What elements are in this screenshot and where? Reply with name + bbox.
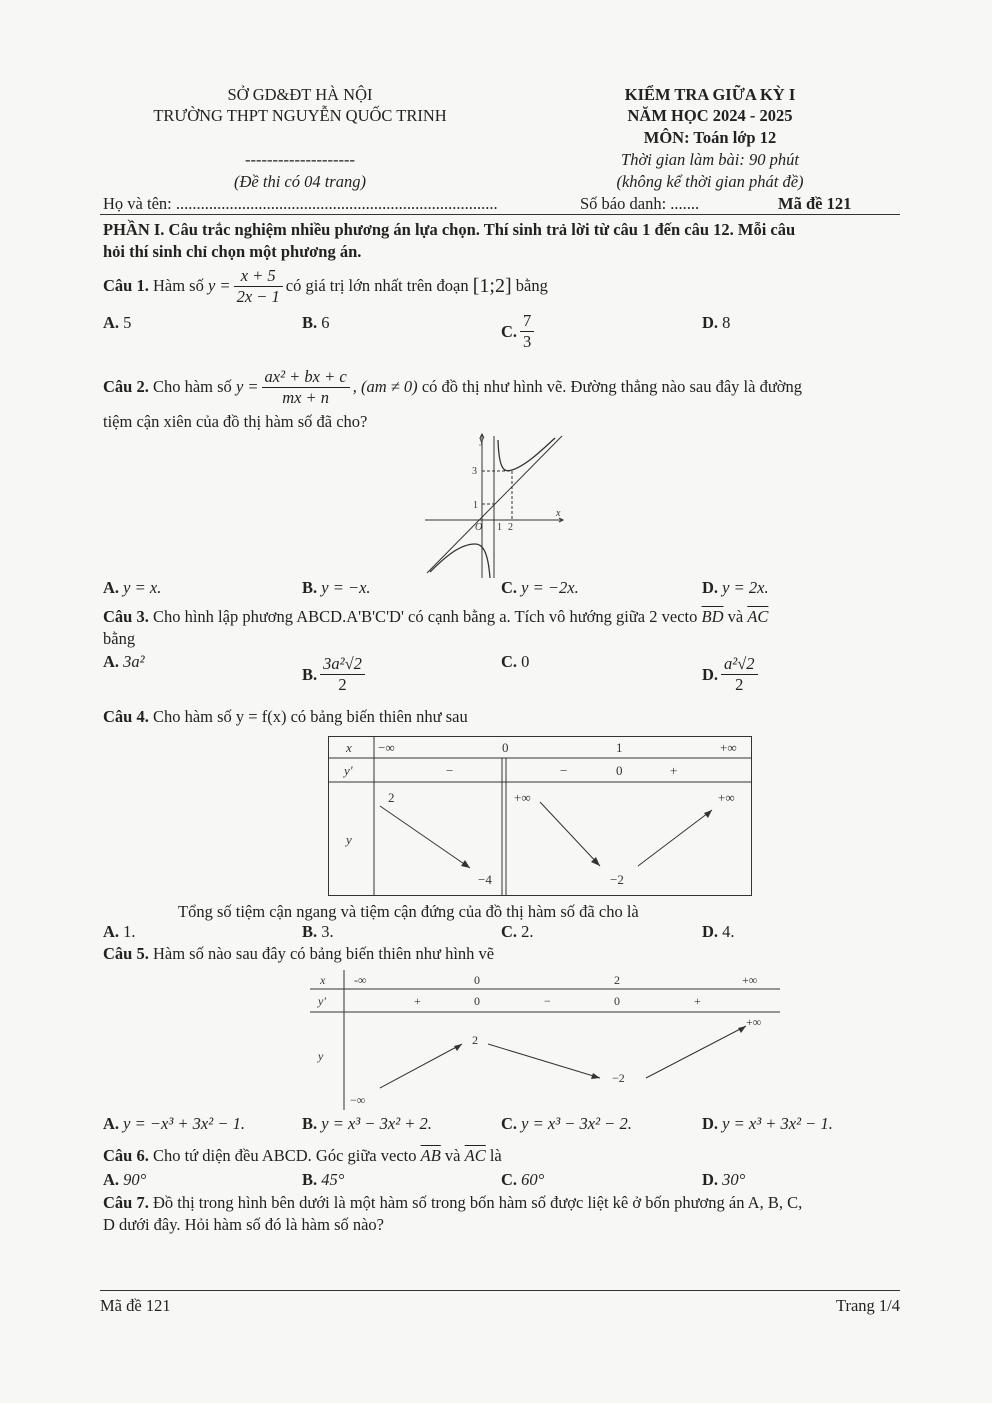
exam-time-note: (không kể thời gian phát đề) — [616, 172, 804, 191]
q2-graph — [425, 432, 575, 578]
q6-vector-ac: $\overline{AC}$ — [464, 1146, 486, 1165]
tbl5-yprime-label: y' — [318, 994, 326, 1008]
tbl-sign-plus: + — [670, 763, 678, 778]
q6-option-b[interactable] — [302, 1170, 344, 1190]
q2-d-letter: D. — [702, 578, 719, 597]
q3-option-d[interactable] — [702, 654, 761, 695]
part1-line2: hỏi thí sinh chỉ chọn một phương án. — [103, 242, 362, 261]
q5-a-text: y = −x³ + 3x² − 1. — [123, 1114, 245, 1133]
exam-code: Mã đề 121 — [778, 194, 852, 213]
tbl5-pos-inf: +∞ — [742, 973, 758, 987]
q5-c-text: y = x³ − 3x² − 2. — [521, 1114, 632, 1133]
q4-d-text: 4. — [722, 922, 735, 941]
tbl5-arrowhead-2 — [591, 1073, 600, 1079]
tbl5-arrow-up-1 — [380, 1044, 462, 1088]
graph-y-label: y — [479, 435, 484, 446]
q3-d-num: a²√2 — [721, 654, 758, 675]
graph-tick-y3: 3 — [472, 466, 477, 477]
q2-denominator: mx + n — [282, 387, 330, 407]
tbl-sign-minus-1: − — [446, 763, 454, 778]
tbl-deriv-zero: 0 — [616, 763, 623, 778]
tbl5-arrowhead-3 — [738, 1026, 746, 1033]
school-name: TRƯỜNG THPT NGUYỄN QUỐC TRINH — [153, 106, 447, 125]
tbl-one: 1 — [616, 740, 623, 755]
q5-label: Câu 5. — [103, 944, 149, 963]
q4-c-letter: C. — [501, 922, 518, 941]
question-7 — [103, 1193, 802, 1213]
arrowhead-3 — [704, 810, 712, 818]
q6-c-letter: C. — [501, 1170, 518, 1189]
question-4 — [103, 707, 468, 727]
q3-vector-bd: $\overline{BD}$ — [701, 607, 724, 626]
q3-b-fraction — [320, 654, 365, 695]
q3-a-letter: A. — [103, 652, 120, 671]
right-branch — [498, 438, 555, 471]
q2-option-b[interactable] — [302, 578, 371, 598]
tbl5-x-label: x — [320, 973, 326, 987]
tbl-x-label: x — [346, 740, 352, 755]
q4-variation-table — [328, 736, 752, 896]
tbl5-arrowhead-1 — [454, 1044, 462, 1051]
q5-b-letter: B. — [302, 1114, 318, 1133]
q4-question: Tổng số tiệm cận ngang và tiệm cận đứng của đồ thị hàm số đã cho là — [178, 902, 639, 921]
q1-c-num: 7 — [520, 311, 534, 332]
pages-note: (Đề thi có 04 trang) — [234, 172, 366, 191]
q6-a-letter: A. — [103, 1170, 120, 1189]
q1-c-letter: C. — [501, 321, 518, 341]
q1-numerator: x + 5 — [234, 266, 283, 287]
q4-label: Câu 4. — [103, 707, 149, 726]
q2-label: Câu 2. — [103, 377, 149, 396]
tbl-y-label: y — [346, 832, 352, 847]
tbl-val-2: 2 — [388, 790, 395, 805]
q1-end: bằng — [515, 276, 548, 295]
q3-va: và — [727, 607, 744, 626]
q3-option-a[interactable] — [103, 652, 145, 672]
q3-d-fraction — [721, 654, 758, 695]
q6-c-text: 60° — [521, 1170, 545, 1189]
q6-label: Câu 6. — [103, 1146, 149, 1165]
q1-interval: [1;2] — [472, 274, 512, 297]
q3-vector-ac: $\overline{AC}$ — [747, 607, 769, 626]
sbd-field-label: Số báo danh: ....... — [580, 194, 700, 213]
tbl-neg-inf: −∞ — [378, 740, 395, 755]
header-divider — [100, 214, 900, 215]
q3-b-num: 3a²√2 — [320, 654, 365, 675]
q3-d-den: 2 — [735, 675, 744, 694]
q6-d-letter: D. — [702, 1170, 719, 1189]
q5-variation-table — [310, 970, 780, 1110]
tbl-yprime-label: y' — [344, 763, 353, 778]
q5-option-d[interactable] — [702, 1114, 833, 1134]
q6-b-text: 45° — [321, 1170, 345, 1189]
q6-va: và — [444, 1146, 461, 1165]
q2-y: y = — [235, 377, 259, 396]
question-1 — [103, 263, 548, 309]
q4-b-letter: B. — [302, 922, 318, 941]
q2-a-text: y = x. — [123, 578, 162, 597]
q6-vector-ab: $\overline{AB}$ — [420, 1146, 441, 1165]
arrowhead-1 — [461, 860, 470, 868]
tbl5-deriv-zero-1: 0 — [474, 994, 480, 1008]
q4-b-text: 3. — [321, 922, 334, 941]
q7-line1: Đồ thị trong hình bên dưới là một hàm số trong bốn hàm số được liệt kê ở bốn phương án A, B, C, — [152, 1193, 803, 1212]
q2-c-letter: C. — [501, 578, 518, 597]
q6-a-text: 90° — [123, 1170, 147, 1189]
tbl-sign-minus-2: − — [560, 763, 568, 778]
q3-option-b[interactable] — [302, 654, 368, 695]
q1-d-text: 8 — [722, 313, 731, 332]
q4-option-d[interactable] — [702, 922, 735, 942]
tbl5-deriv-zero-2: 0 — [614, 994, 620, 1008]
exam-title: KIỂM TRA GIỮA KỲ I — [624, 85, 796, 104]
q6-option-c[interactable] — [501, 1170, 544, 1190]
q6-text: Cho tứ diện đều ABCD. Góc giữa vecto — [152, 1146, 417, 1165]
q2-a-letter: A. — [103, 578, 120, 597]
arrow-down-2 — [540, 802, 600, 866]
school-year: NĂM HỌC 2024 - 2025 — [627, 106, 793, 125]
tbl5-zero: 0 — [474, 973, 480, 987]
footer-page-number: Trang 1/4 — [835, 1296, 900, 1315]
q3-a-text: 3a² — [123, 652, 145, 671]
graph-tick-x2: 2 — [508, 522, 513, 533]
q2-post: có đồ thị như hình vẽ. Đường thẳng nào sau đây là đường — [421, 377, 802, 396]
graph-tick-y1: 1 — [473, 500, 478, 511]
tbl5-val-pinf: +∞ — [746, 1015, 762, 1029]
tbl-val-minus4: −4 — [478, 872, 492, 887]
q3-option-c[interactable] — [501, 652, 529, 672]
q1-c-fraction — [520, 311, 534, 352]
question-2 — [103, 364, 802, 410]
q5-text: Hàm số nào sau đây có bảng biến thiên như hình vẽ — [152, 944, 495, 963]
q3-c-letter: C. — [501, 652, 518, 671]
q1-option-d[interactable] — [702, 313, 730, 333]
arrow-down-1 — [380, 806, 470, 868]
q4-a-text: 1. — [123, 922, 136, 941]
q6-option-d[interactable] — [702, 1170, 745, 1190]
tbl-val-pinf-1: +∞ — [514, 790, 531, 805]
name-field-label: Họ và tên: .............................................................................. — [103, 194, 498, 213]
q6-end: là — [489, 1146, 502, 1165]
q4-d-letter: D. — [702, 922, 719, 941]
subject: MÔN: Toán lớp 12 — [643, 128, 777, 147]
q4-c-text: 2. — [521, 922, 534, 941]
q1-a-text: 5 — [123, 313, 132, 332]
question-3 — [103, 607, 768, 627]
q1-b-letter: B. — [302, 313, 318, 332]
q4-option-c[interactable] — [501, 922, 534, 942]
q2-d-text: y = 2x. — [722, 578, 769, 597]
q3-b-den: 2 — [338, 675, 347, 694]
q5-option-a[interactable] — [103, 1114, 245, 1134]
graph-x-label: x — [556, 508, 561, 519]
table-border — [329, 737, 752, 896]
q2-line2: tiệm cận xiên của đồ thị hàm số đã cho? — [103, 412, 368, 431]
q1-d-letter: D. — [702, 313, 719, 332]
dept-name: SỞ GD&ĐT HÀ NỘI — [227, 85, 373, 104]
q2-b-letter: B. — [302, 578, 318, 597]
q3-b-letter: B. — [302, 664, 318, 684]
q3-line2: bằng — [103, 629, 136, 648]
q5-b-text: y = x³ − 3x² + 2. — [321, 1114, 432, 1133]
tbl5-y-label: y — [318, 1049, 324, 1063]
q1-option-a[interactable] — [103, 313, 131, 333]
q2-condition: , (am ≠ 0) — [352, 377, 418, 396]
tbl5-sign-plus-2: + — [694, 994, 701, 1008]
q4-option-b[interactable] — [302, 922, 334, 942]
q4-text: Cho hàm số y = f(x) có bảng biến thiên như sau — [152, 707, 468, 726]
q3-label: Câu 3. — [103, 607, 149, 626]
q2-numerator: ax² + bx + c — [262, 367, 350, 388]
q6-option-a[interactable] — [103, 1170, 146, 1190]
q5-c-letter: C. — [501, 1114, 518, 1133]
q2-pre: Cho hàm số — [152, 377, 232, 396]
q1-option-b[interactable] — [302, 313, 330, 333]
q5-option-c[interactable] — [501, 1114, 632, 1134]
q7-label: Câu 7. — [103, 1193, 149, 1212]
graph-tick-x1: 1 — [497, 522, 502, 533]
q1-fraction — [234, 266, 283, 307]
q4-option-a[interactable] — [103, 922, 136, 942]
header-dashes: -------------------- — [245, 150, 355, 169]
tbl5-neg-inf: -∞ — [354, 973, 367, 987]
tbl-val-pinf-2: +∞ — [718, 790, 735, 805]
q3-text: Cho hình lập phương ABCD.A'B'C'D' có cạnh bằng a. Tích vô hướng giữa 2 vecto — [152, 607, 698, 626]
q1-post: có giá trị lớn nhất trên đoạn — [285, 276, 469, 295]
tbl5-sign-plus-1: + — [414, 994, 421, 1008]
tbl5-two: 2 — [614, 973, 620, 987]
q2-b-text: y = −x. — [321, 578, 371, 597]
question-5 — [103, 944, 494, 964]
tbl5-val-minus2: −2 — [612, 1071, 625, 1085]
tbl-zero: 0 — [502, 740, 509, 755]
tbl5-val-ninf: −∞ — [350, 1093, 366, 1107]
footer-exam-code: Mã đề 121 — [100, 1296, 171, 1315]
q5-a-letter: A. — [103, 1114, 120, 1133]
q5-d-text: y = x³ + 3x² − 1. — [722, 1114, 833, 1133]
q6-d-text: 30° — [722, 1170, 746, 1189]
q1-b-text: 6 — [321, 313, 330, 332]
q6-b-letter: B. — [302, 1170, 318, 1189]
tbl5-arrow-down — [488, 1044, 600, 1078]
q1-denominator: 2x − 1 — [236, 286, 280, 306]
q1-pre: Hàm số — [152, 276, 204, 295]
part1-line1: PHẦN I. Câu trắc nghiệm nhiều phương án lựa chọn. Thí sinh trả lời từ câu 1 đến câu 12. Mỗi câu — [103, 220, 796, 239]
q2-option-d[interactable] — [702, 578, 769, 598]
tbl5-arrow-up-2 — [646, 1026, 746, 1078]
q2-option-c[interactable] — [501, 578, 579, 598]
graph-origin-label: O — [475, 522, 483, 533]
question-6 — [103, 1146, 502, 1166]
q7-line2: D dưới đây. Hỏi hàm số đó là hàm số nào? — [103, 1215, 385, 1234]
q1-y: y = — [207, 276, 231, 295]
q2-c-text: y = −2x. — [521, 578, 579, 597]
q5-d-letter: D. — [702, 1114, 719, 1133]
q2-fraction — [262, 367, 350, 408]
q1-label: Câu 1. — [103, 276, 149, 295]
footer-divider — [100, 1290, 900, 1291]
q1-a-letter: A. — [103, 313, 120, 332]
q2-option-a[interactable] — [103, 578, 161, 598]
q5-option-b[interactable] — [302, 1114, 432, 1134]
tbl5-val-2: 2 — [472, 1033, 478, 1047]
tbl-pos-inf: +∞ — [720, 740, 737, 755]
q1-c-den: 3 — [523, 332, 532, 351]
q1-option-c[interactable] — [501, 311, 537, 352]
q4-a-letter: A. — [103, 922, 120, 941]
tbl-val-minus2: −2 — [610, 872, 624, 887]
arrow-up — [638, 810, 712, 866]
tbl5-sign-minus: − — [544, 994, 551, 1008]
q3-d-letter: D. — [702, 664, 719, 684]
exam-time: Thời gian làm bài: 90 phút — [621, 150, 799, 169]
q3-c-text: 0 — [521, 652, 530, 671]
